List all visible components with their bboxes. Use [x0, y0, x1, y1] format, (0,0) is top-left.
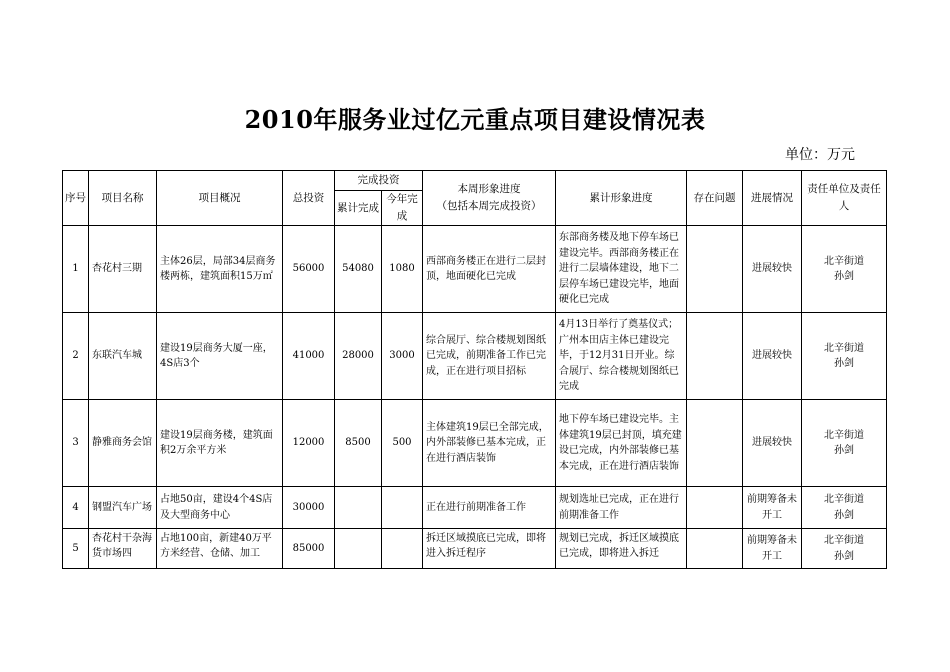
- row-seq: 2: [63, 313, 89, 400]
- resp-person: 孙剑: [834, 358, 854, 369]
- row-seq: 4: [63, 487, 89, 529]
- row-overview-text: 占地100亩，新建40万平方米经营、仓储、加工: [160, 532, 272, 559]
- row-year: 3000: [382, 313, 423, 400]
- header-total: 总投资: [283, 171, 335, 226]
- row-cum-progress: 规划选址已完成，正在进行前期准备工作: [556, 487, 687, 529]
- row-cum-progress: 4月13日举行了奠基仪式；广州本田店主体已建设完毕，于12月31日开业。综合展厅、综合楼规划图纸已完成: [556, 313, 687, 400]
- header-name: 项目名称: [89, 171, 157, 226]
- header-resp: 责任单位及责任人: [802, 171, 887, 226]
- row-status: 进展较快: [743, 226, 802, 313]
- row-name: 钢盟汽车广场: [89, 487, 157, 529]
- table-row: [63, 529, 887, 569]
- row-cum: 28000: [335, 313, 382, 400]
- row-total: 85000: [283, 529, 335, 569]
- row-cum-progress-text: 规划已完成，拆迁区域摸底已完成，即将进入拆迁: [559, 532, 679, 559]
- row-name: 静雅商务会馆: [89, 400, 157, 487]
- row-overview: [157, 529, 283, 569]
- header-weekly-title: 本周形象进度: [457, 183, 521, 195]
- row-weekly: 西部商务楼正在进行二层封顶，地面硬化已完成: [423, 226, 556, 313]
- row-name: [89, 529, 157, 569]
- header-seq: 序号: [63, 171, 89, 226]
- row-year: 1080: [382, 226, 423, 313]
- row-issues: [687, 313, 743, 400]
- project-table: [62, 170, 887, 569]
- row-overview: 主体26层，局部34层商务楼两栋，建筑面积15万㎡: [157, 226, 283, 313]
- row-total: 41000: [283, 313, 335, 400]
- row-name-text: 杏花村干杂海货市场四: [92, 532, 152, 559]
- row-status: 前期筹备未开工: [743, 529, 802, 569]
- row-seq: 5: [63, 529, 89, 569]
- header-row-1: [63, 171, 887, 191]
- unit-label: 单位：万元: [785, 147, 855, 163]
- resp-unit: 北辛街道: [824, 429, 864, 441]
- row-cum: 54080: [335, 226, 382, 313]
- table-row: [63, 226, 887, 313]
- row-status: 进展较快: [743, 313, 802, 400]
- header-done: 完成投资: [335, 171, 423, 191]
- row-resp: [802, 400, 887, 487]
- row-name: 杏花村三期: [89, 226, 157, 313]
- row-total: 30000: [283, 487, 335, 529]
- row-cum-progress: 地下停车场已建设完毕。主体建筑19层已封顶，填充建设已完成，内外部装修已基本完成，正在进行酒店装饰: [556, 400, 687, 487]
- row-overview: 占地50亩，建设4个4S店及大型商务中心: [157, 487, 283, 529]
- row-total: 12000: [283, 400, 335, 487]
- row-cum-progress: [556, 529, 687, 569]
- row-year: [382, 487, 423, 529]
- row-resp: [802, 226, 887, 313]
- row-weekly-text: 拆迁区域摸底已完成，即将进入拆迁程序: [426, 532, 546, 559]
- row-weekly: 主体建筑19层已全部完成，内外部装修已基本完成，正在进行酒店装饰: [423, 400, 556, 487]
- row-issues: [687, 487, 743, 529]
- resp-unit: 北辛街道: [824, 342, 864, 354]
- resp-person: 孙剑: [834, 550, 854, 562]
- page-title: 2010年服务业过亿元重点项目建设情况表: [244, 105, 706, 134]
- header-weekly: [423, 171, 556, 226]
- resp-person: 孙剑: [834, 509, 854, 521]
- resp-person: 孙剑: [834, 271, 854, 282]
- row-weekly: 正在进行前期准备工作: [423, 487, 556, 529]
- row-cum: [335, 487, 382, 529]
- row-overview: 建设19层商务楼，建筑面积2万余平方米: [157, 400, 283, 487]
- row-status: 前期筹备未开工: [743, 487, 802, 529]
- resp-unit: 北辛街道: [824, 494, 864, 505]
- row-issues: [687, 226, 743, 313]
- row-weekly: [423, 529, 556, 569]
- row-resp: [802, 529, 887, 569]
- row-weekly: 综合展厅、综合楼规划图纸已完成，前期准备工作已完成，正在进行项目招标: [423, 313, 556, 400]
- row-cum: 8500: [335, 400, 382, 487]
- row-overview: 建设19层商务大厦一座，4S店3个: [157, 313, 283, 400]
- row-total: 56000: [283, 226, 335, 313]
- row-seq: 1: [63, 226, 89, 313]
- header-weekly-sub: （包括本周完成投资）: [436, 200, 542, 212]
- header-done-cum: 累计完成: [335, 191, 382, 226]
- row-status: 进展较快: [743, 400, 802, 487]
- table-row: [63, 487, 887, 529]
- table-row: [63, 400, 887, 487]
- row-cum-progress: 东部商务楼及地下停车场已建设完毕。西部商务楼正在进行二层墙体建设，地下二层停车场已建设完毕，地面硬化已完成: [556, 226, 687, 313]
- row-resp: [802, 313, 887, 400]
- row-issues: [687, 529, 743, 569]
- row-cum: [335, 529, 382, 569]
- resp-person: 孙剑: [834, 445, 854, 456]
- table-row: [63, 313, 887, 400]
- resp-unit: 北辛街道: [824, 255, 864, 267]
- resp-unit: 北辛街道: [824, 535, 864, 546]
- row-year: 500: [382, 400, 423, 487]
- row-seq: 3: [63, 400, 89, 487]
- header-cum-progress: 累计形象进度: [556, 171, 687, 226]
- row-issues: [687, 400, 743, 487]
- header-overview: 项目概况: [157, 171, 283, 226]
- row-year: [382, 529, 423, 569]
- header-issues: 存在问题: [687, 171, 743, 226]
- row-name: 东联汽车城: [89, 313, 157, 400]
- row-resp: [802, 487, 887, 529]
- header-done-year: 今年完成: [382, 191, 423, 226]
- header-status: 进展情况: [743, 171, 802, 226]
